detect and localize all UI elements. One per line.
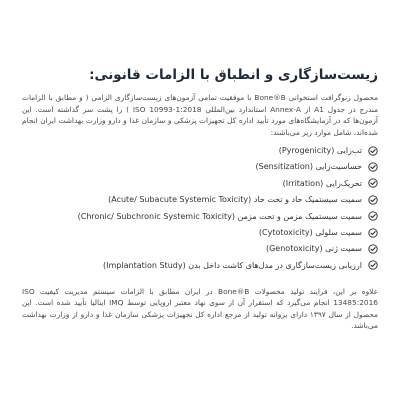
test-label: سمیت سیستمیک حاد و تحت حاد (Acute/ Subacute Systemic Toxicity) <box>108 195 362 205</box>
test-item-pyrogenicity <box>22 142 378 158</box>
test-item-implantation <box>22 257 378 273</box>
check-circle-icon <box>368 146 378 156</box>
check-circle-icon <box>368 211 378 221</box>
test-label: سمیت سیستمیک مزمن و تحت مزمن (Chronic/ Subchronic Systemic Toxicity) <box>77 211 362 221</box>
test-label: تب‌زایی (Pyrogenicity) <box>278 146 362 156</box>
test-item-cytotoxicity <box>22 224 378 240</box>
test-item-genotoxicity <box>22 241 378 257</box>
check-circle-icon <box>368 244 378 254</box>
intro-paragraph: محصول زنوگرافت استخوانی Bone®B با موفقیت تمامی آزمون‌های زیست‌سازگاری الزامی ( و مطابق با الزامات مندرج در جدول A1 از Annex-A استاندارد بین‌المللی ISO 10993-1:2018 ) را پشت سر گذاشته است. این آزمون‌ها که در آزمایشگاه‌های مورد تأیید اداره کل تجهیزات پزشکی و سازمان غذا و دارو وزارت بهداشت ایران انجام شده‌اند، شامل موارد زیر می‌باشند: <box>22 93 379 137</box>
test-label: حساسیت‌زایی (Sensitization) <box>255 162 362 172</box>
test-item-chronic-toxicity <box>22 208 378 224</box>
section-title: زیست‌سازگاری و انطباق با الزامات قانونی: <box>89 67 378 83</box>
check-circle-icon <box>368 260 378 270</box>
check-circle-icon <box>368 228 378 238</box>
biocompatibility-test-list <box>22 142 378 273</box>
test-label: سمیت سلولی (Cytotoxicity) <box>258 228 362 238</box>
check-circle-icon <box>368 178 378 188</box>
closing-paragraph: علاوه بر این، فرایند تولید محصولات Bone®B در ایران مطابق با الزامات سیستم مدیریت کیفیت ISO 13485:2016 انجام می‌گیرد که استقرار آن از سوی نهاد معتبر اروپایی توسط IMQ ایتالیا تأیید شده است. این محصول از سال ۱۳۹۷ دارای پروانه تولید از مرجع اداره کل تجهیزات پزشکی سازمان غذا و دارو از وزارت بهداشت می‌باشد. <box>22 286 378 331</box>
check-circle-icon <box>368 162 378 172</box>
test-label: ارزیابی زیست‌سازگاری در مدل‌های کاشت داخل بدن (Implantation Study) <box>103 260 362 270</box>
check-circle-icon <box>368 195 378 205</box>
test-item-sensitization <box>22 159 378 175</box>
test-label: تحریک‌زایی (Irritation) <box>282 178 362 188</box>
test-item-acute-toxicity <box>22 192 378 208</box>
test-label: سمیت ژنی (Genotoxicity) <box>265 244 362 254</box>
test-item-irritation <box>22 175 378 191</box>
